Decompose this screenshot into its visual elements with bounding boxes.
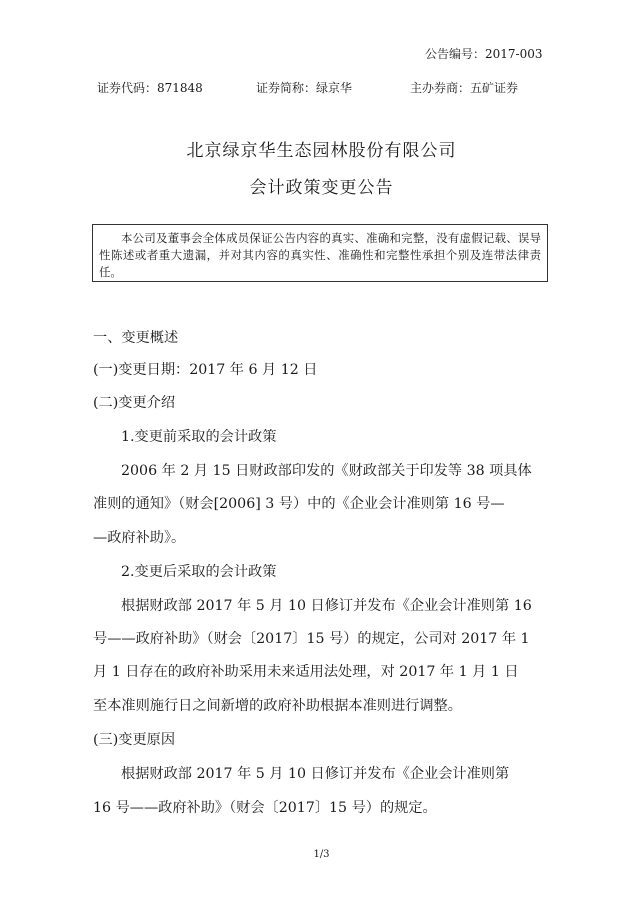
policy-after-heading: 2.变更后采取的会计政策 <box>121 564 277 580</box>
change-date: (一)变更日期：2017 年 6 月 12 日 <box>93 362 318 378</box>
disclaimer-box: 本公司及董事会全体成员保证公告内容的真实、准确和完整，没有虚假记载、误导性陈述或者重大遗漏，并对其内容的真实性、准确性和完整性承担个别及连带法律责任。 <box>92 224 548 282</box>
sponsor-broker: 主办券商：五矿证券 <box>410 81 519 95</box>
paragraph-line: 16 号——政府补助》（财会〔2017〕15 号）的规定。 <box>93 800 437 816</box>
section-heading: 一、变更概述 <box>93 330 179 346</box>
paragraph-line: 至本准则施行日之间新增的政府补助根据本准则进行调整。 <box>93 698 462 714</box>
paragraph-line: 2006 年 2 月 15 日财政部印发的《财政部关于印发等 38 项具体 <box>121 463 532 479</box>
change-introduction-heading: (二)变更介绍 <box>93 395 176 411</box>
security-code: 证券代码：871848 <box>97 81 203 95</box>
change-reason-heading: (三)变更原因 <box>93 732 176 748</box>
paragraph-line: 根据财政部 2017 年 5 月 10 日修订并发布《企业会计准则第 <box>121 766 510 782</box>
security-short-name: 证券简称：绿京华 <box>256 81 353 95</box>
paragraph-line: 准则的通知》（财会[2006] 3 号）中的《企业会计准则第 16 号— <box>93 496 505 512</box>
paragraph-line: —政府补助》。 <box>93 530 186 546</box>
page-number: 1/3 <box>313 849 330 860</box>
notice-title: 会计政策变更公告 <box>249 178 394 198</box>
policy-before-heading: 1.变更前采取的会计政策 <box>121 429 277 445</box>
paragraph-line: 根据财政部 2017 年 5 月 10 日修订并发布《企业会计准则第 16 <box>121 598 532 614</box>
paragraph-line: 号——政府补助》（财会〔2017〕15 号）的规定，公司对 2017 年 1 <box>93 631 530 647</box>
notice-number: 公告编号：2017-003 <box>425 47 543 61</box>
paragraph-line: 月 1 日存在的政府补助采用未来适用法处理，对 2017 年 1 月 1 日 <box>93 664 519 680</box>
company-title: 北京绿京华生态园林股份有限公司 <box>186 141 457 161</box>
